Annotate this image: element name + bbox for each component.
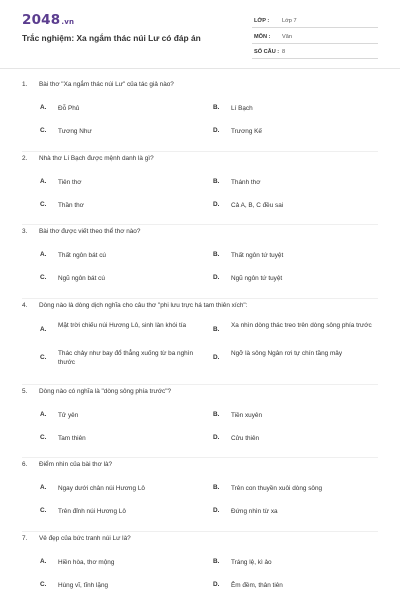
- option-text: Thác chảy như bay đổ thẳng xuống từ ba nghìn thước: [58, 349, 194, 366]
- info-label: SỐ CÂU :: [254, 49, 280, 55]
- question-7: [0, 532, 400, 600]
- option-letter: D.: [213, 507, 220, 514]
- option-text: Tương Như: [58, 128, 92, 135]
- option-text: Xa nhìn dòng thác treo trên dòng sông phía trước: [231, 321, 372, 329]
- info-row-class: [252, 14, 378, 28]
- option-letter: D.: [213, 200, 220, 208]
- quiz-title: Trắc nghiệm: Xa ngắm thác núi Lư có đáp án: [22, 33, 201, 43]
- question-text: [22, 228, 140, 235]
- option-letter: D.: [213, 580, 220, 588]
- question-4: [0, 299, 400, 385]
- option-letter: C.: [40, 507, 47, 514]
- option-text: Thần thơ: [58, 201, 84, 209]
- option-letter: B.: [213, 484, 220, 491]
- option-letter: B.: [213, 325, 220, 333]
- option-text: Hùng vĩ, tĩnh lặng: [58, 581, 109, 589]
- option-text: Trên con thuyền xuôi dòng sông: [231, 485, 323, 492]
- option-text: Tráng lệ, kì ảo: [231, 558, 272, 566]
- question-number: 1.: [22, 81, 28, 88]
- info-value: 8: [282, 49, 286, 55]
- option-text: Thất ngôn tứ tuyệt: [231, 252, 284, 259]
- option-letter: B.: [213, 177, 220, 185]
- question-5: [0, 385, 400, 459]
- option-text: Thánh thơ: [231, 178, 261, 186]
- option-letter: A.: [40, 557, 47, 565]
- info-row-subject: [252, 30, 378, 44]
- option-text: Êm đềm, thân tiên: [231, 581, 283, 589]
- option-letter: A.: [40, 251, 47, 258]
- option-letter: D.: [213, 274, 220, 281]
- question-number: 4.: [22, 301, 28, 309]
- logo-text: 2048: [22, 12, 61, 28]
- question-number: 6.: [22, 461, 28, 468]
- info-value: Lớp 7: [282, 18, 297, 24]
- question-number: 7.: [22, 534, 28, 542]
- option-text: Tiền xuyên: [231, 411, 263, 419]
- question-number: 3.: [22, 228, 28, 235]
- option-text: Trên đỉnh núi Hương Lô: [58, 508, 126, 515]
- option-letter: C.: [40, 200, 47, 208]
- option-letter: D.: [213, 433, 220, 441]
- option-letter: A.: [40, 410, 47, 418]
- option-text: Lí Bạch: [231, 105, 253, 112]
- question-text: [22, 461, 112, 468]
- option-letter: C.: [40, 433, 47, 441]
- question-text: [22, 388, 171, 395]
- option-letter: C.: [40, 274, 47, 281]
- option-letter: B.: [213, 410, 220, 418]
- question-prompt: Nhà thơ Lí Bạch được mệnh danh là gì?: [39, 154, 154, 162]
- option-letter: C.: [40, 353, 47, 361]
- option-text: Ngũ ngôn tứ tuyệt: [231, 275, 283, 282]
- question-1: [0, 78, 400, 152]
- option-letter: B.: [213, 104, 220, 111]
- option-letter: A.: [40, 325, 47, 333]
- question-prompt: Điểm nhìn của bài thơ là?: [39, 461, 113, 468]
- question-text: [22, 302, 247, 309]
- question-text: [22, 535, 131, 542]
- option-text: Cả A, B, C đều sai: [231, 201, 284, 209]
- question-6: [0, 458, 400, 532]
- option-letter: A.: [40, 177, 47, 185]
- option-text: Ngay dưới chân núi Hương Lô: [58, 485, 145, 492]
- option-letter: B.: [213, 557, 220, 565]
- info-row-count: [252, 45, 378, 59]
- option-letter: B.: [213, 251, 220, 258]
- option-text: Đứng nhìn từ xa: [231, 508, 278, 515]
- info-label: LỚP :: [254, 18, 270, 24]
- option-text: Tiên thơ: [58, 178, 82, 186]
- question-number: 2.: [22, 154, 28, 162]
- option-letter: A.: [40, 484, 47, 491]
- option-text: Mặt trời chiếu núi Hương Lô, sinh làn khói tía: [58, 321, 187, 329]
- info-value: Văn: [282, 34, 292, 40]
- option-text: Tam thiên: [58, 434, 86, 442]
- option-letter: A.: [40, 104, 47, 111]
- site-logo[interactable]: [22, 12, 74, 28]
- option-text: Cửu thiên: [231, 434, 260, 442]
- option-text: Tử yên: [58, 411, 79, 419]
- option-text: Ngỡ là sông Ngân rơi tự chín tầng mây: [231, 349, 343, 357]
- question-list: [0, 78, 400, 600]
- question-prompt: Bài thơ được viết theo thể thơ nào?: [39, 228, 141, 235]
- option-letter: C.: [40, 127, 47, 134]
- question-prompt: Vẻ đẹp của bức tranh núi Lư là?: [39, 534, 131, 542]
- question-number: 5.: [22, 387, 28, 395]
- option-text: Ngũ ngôn bát cú: [58, 275, 105, 282]
- option-letter: D.: [213, 127, 220, 134]
- option-letter: D.: [213, 353, 220, 361]
- option-letter: C.: [40, 580, 47, 588]
- question-prompt: Dòng nào là dòng dịch nghĩa cho câu thơ "phi lưu trực há tam thiên xích":: [39, 301, 248, 309]
- option-text: Đỗ Phủ: [58, 105, 80, 112]
- question-prompt: Dòng nào có nghĩa là "dòng sông phía trước"?: [39, 387, 172, 395]
- info-label: MÔN :: [254, 34, 271, 40]
- question-2: [0, 152, 400, 226]
- question-prompt: Bài thơ "Xa ngắm thác núi Lư" của tác giả nào?: [39, 81, 174, 88]
- question-3: [0, 225, 400, 299]
- header-divider: [0, 68, 400, 69]
- option-text: Thất ngôn bát cú: [58, 252, 106, 259]
- option-text: Hiền hòa, thơ mộng: [58, 558, 115, 566]
- page-header: [0, 0, 400, 68]
- question-text: [22, 155, 154, 162]
- option-text: Trương Kế: [231, 128, 262, 135]
- logo-suffix: .vn: [61, 18, 75, 26]
- question-text: [22, 81, 174, 88]
